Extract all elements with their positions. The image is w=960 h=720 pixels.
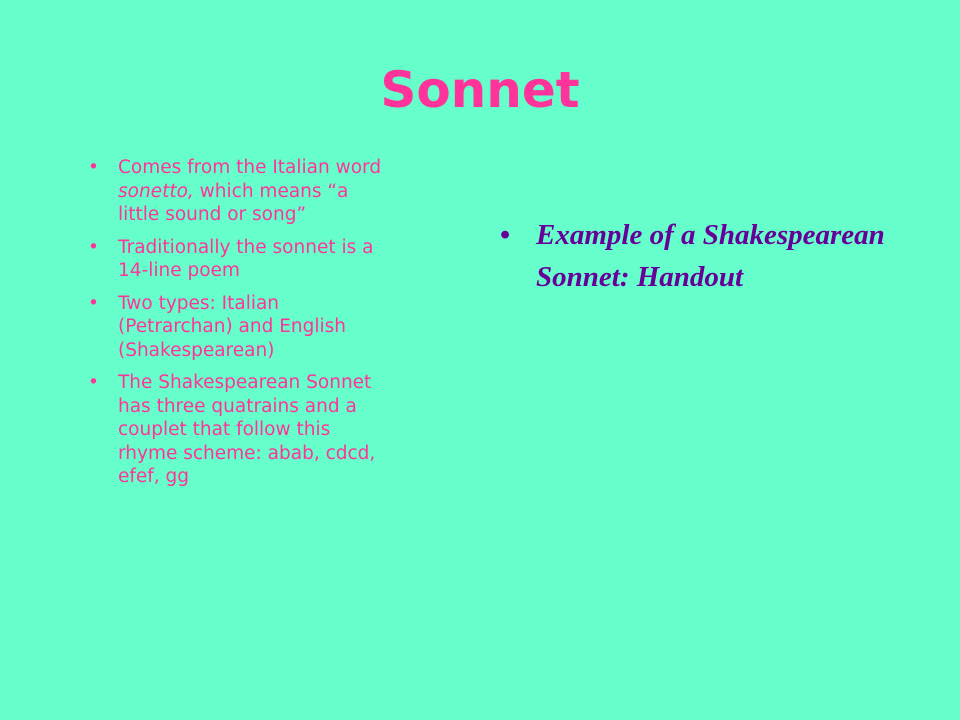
slide-title: Sonnet — [380, 61, 580, 119]
example-bullet-list — [500, 214, 920, 298]
bullet-item-length — [88, 236, 388, 283]
bullet-item-rhyme-scheme — [88, 371, 388, 489]
bullet-icon: • — [500, 219, 511, 251]
bullet-item-example — [500, 214, 920, 298]
bullet-icon: • — [88, 236, 99, 258]
bullet-icon: • — [88, 157, 99, 178]
italic-term: sonetto, — [118, 180, 194, 202]
bullet-item-types — [88, 292, 388, 363]
bullet-text: Example of a Shakespearean Sonnet: Handout — [536, 219, 885, 293]
definition-bullet-list — [88, 156, 388, 498]
bullet-text: Two types: Italian (Petrarchan) and English (Shakespearean) — [118, 292, 347, 361]
bullet-icon: • — [88, 372, 99, 393]
bullet-icon: • — [88, 292, 99, 314]
bullet-text: Comes from the Italian word sonetto, which means “a little sound or song” — [118, 157, 382, 225]
bullet-text: The Shakespearean Sonnet has three quatrains and a couplet that follow this rhyme scheme: abab, cdcd, efef, gg — [118, 372, 376, 487]
bullet-item-origin — [88, 156, 388, 227]
bullet-text: Traditionally the sonnet is a 14-line poem — [118, 236, 374, 281]
